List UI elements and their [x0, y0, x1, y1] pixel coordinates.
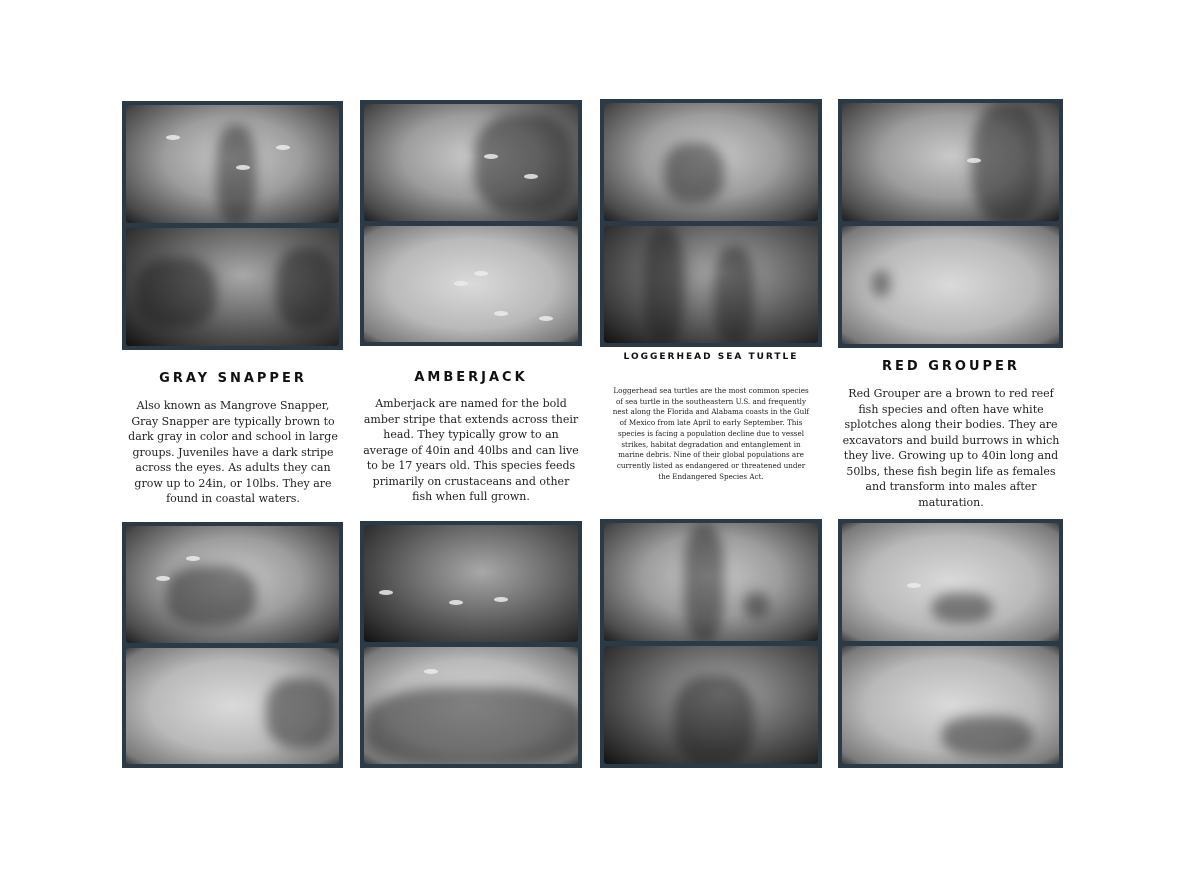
species-description-amberjack: Amberjack are named for the bold amber stripe that extends across their head. They typically grow to an average of 40in and 40lbs and can live to be 17 years old. This species feeds primarily on crustaceans and other fish when full grown. [363, 397, 579, 503]
photo-pair-loggerhead-bottom [600, 519, 822, 768]
underwater-photo [364, 525, 578, 642]
underwater-photo [364, 647, 578, 764]
underwater-photo [364, 226, 578, 343]
underwater-photo [842, 646, 1059, 764]
photo-pair-amberjack-bottom [360, 521, 582, 768]
species-title-gray-snapper: GRAY SNAPPER [159, 371, 307, 386]
underwater-photo [126, 105, 339, 223]
photo-pair-amberjack-top [360, 100, 582, 346]
underwater-photo [126, 526, 339, 643]
species-description-gray-snapper: Also known as Mangrove Snapper, Gray Snapper are typically brown to dark gray in color and school in large groups. Juveniles have a dark stripe across the eyes. As adults they can grow up to 24in, or 10lbs. They are found in coastal waters. [128, 399, 338, 505]
underwater-photo [842, 103, 1059, 221]
photo-pair-red-grouper-top [838, 99, 1063, 348]
photo-pair-loggerhead-top [600, 99, 822, 347]
underwater-photo [842, 226, 1059, 344]
species-description-loggerhead-sea-turtle: Loggerhead sea turtles are the most common species of sea turtle in the southeastern U.S. and frequently nest along the Florida and Alabama coasts in the Gulf of Mexico from late April to early September. This species is facing a population decline due to vessel strikes, habitat degradation and entanglement in marine debris. Nine of their global populations are currently listed as endangered or threatened under the Endangered Species Act. [612, 386, 810, 481]
underwater-photo [126, 228, 339, 346]
species-title-amberjack: AMBERJACK [414, 370, 528, 385]
photo-pair-gray-snapper-bottom [122, 522, 343, 768]
photo-pair-gray-snapper-top [122, 101, 343, 350]
underwater-photo [604, 523, 818, 641]
underwater-photo [604, 646, 818, 764]
underwater-photo [126, 648, 339, 765]
underwater-photo [842, 523, 1059, 641]
underwater-photo [364, 104, 578, 221]
photo-pair-red-grouper-bottom [838, 519, 1063, 768]
underwater-photo [604, 103, 818, 221]
species-description-red-grouper: Red Grouper are a brown to red reef fish species and often have white splotches along their bodies. They are excavators and build burrows in which they live. Growing up to 40in long and 50lbs, these fish begin life as females and transform into males after maturation. [842, 387, 1060, 509]
underwater-photo [604, 226, 818, 344]
species-title-loggerhead-sea-turtle: LOGGERHEAD SEA TURTLE [623, 352, 799, 362]
species-title-red-grouper: RED GROUPER [882, 359, 1020, 374]
